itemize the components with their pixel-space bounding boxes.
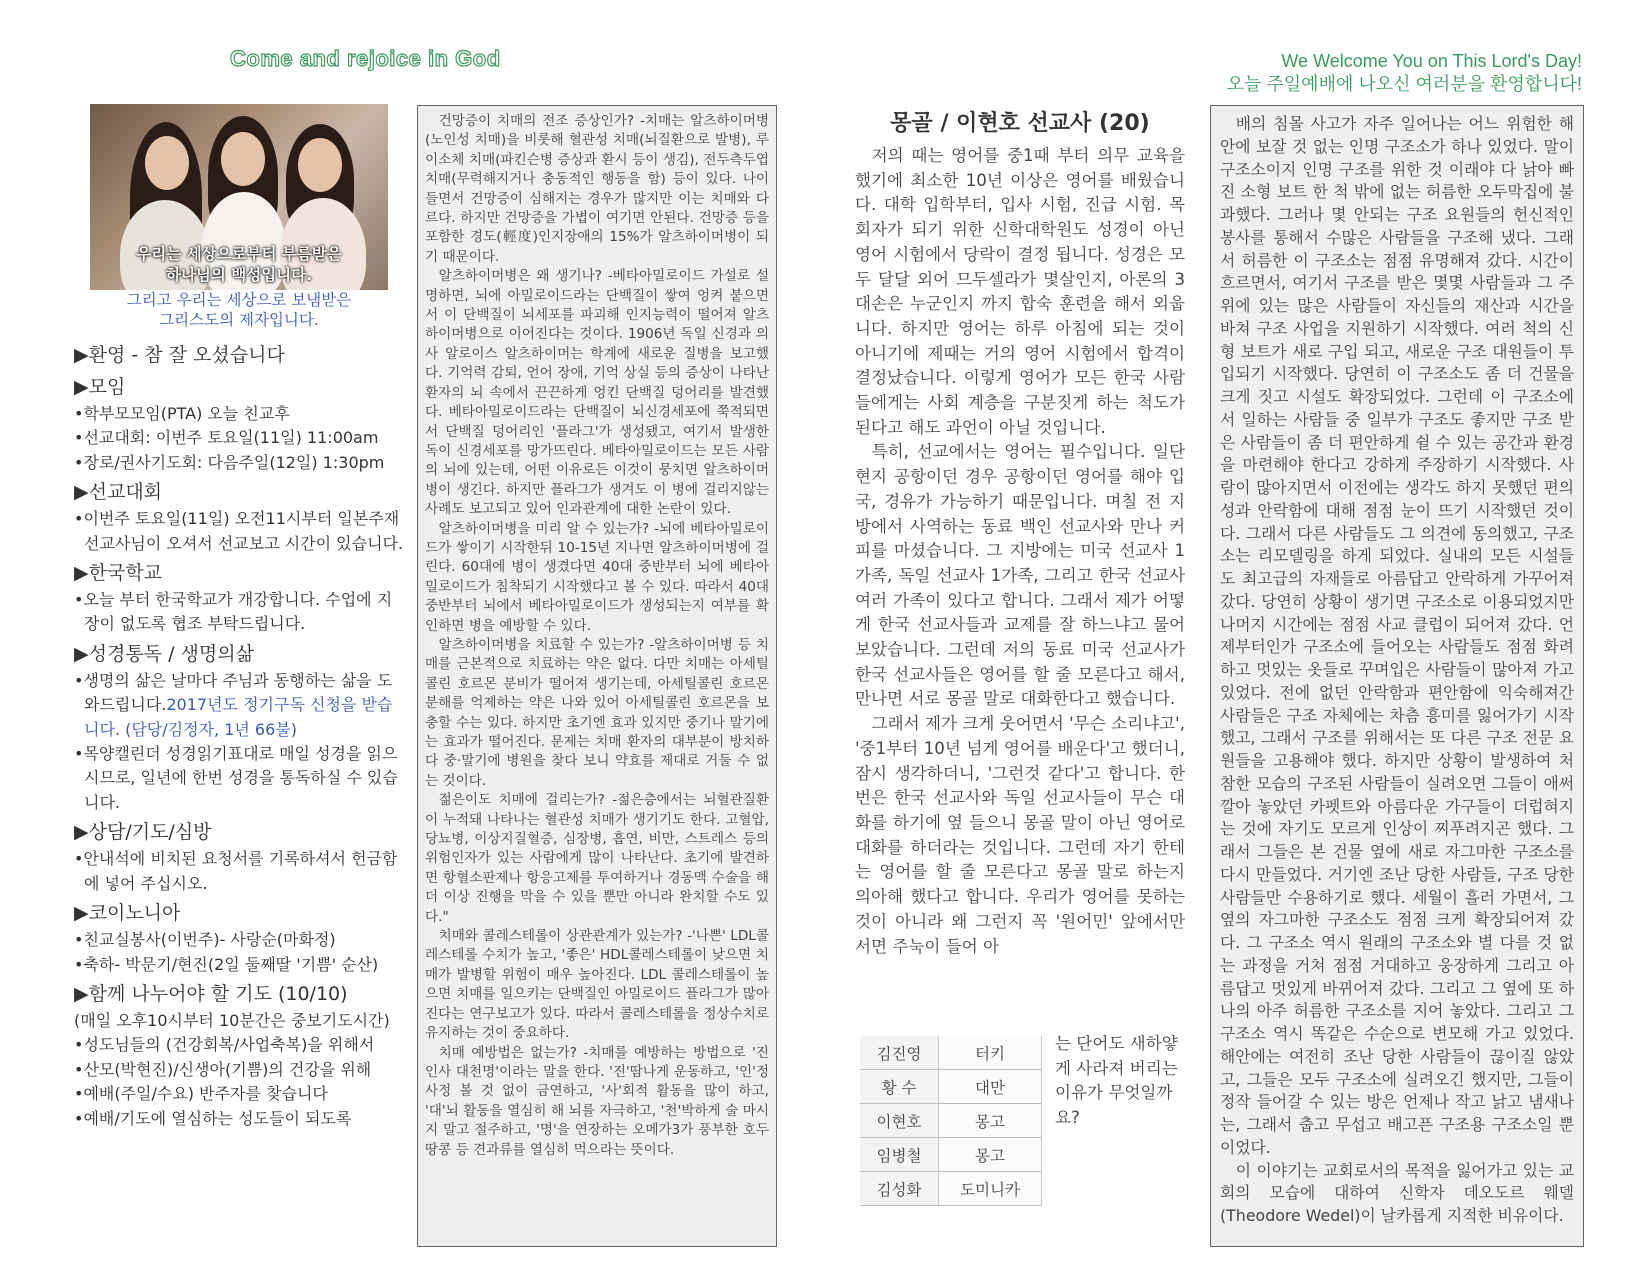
section-heading: ▶코이노니아 — [74, 902, 181, 925]
article-paragraph: 배의 침몰 사고가 자주 일어나는 어느 위험한 해안에 보잘 것 없는 인명 구조소가 하나 있었다. 말이 구조소이지 인명 구조를 위한 것 이래야 다 낡아 빠진 소형 보트 한 척 밖에 없는 허름한 오두막집에 불과했다. 그러나 몇 안되는 구조 요원들의 헌신적인 봉사를 통해서 수많은 사람들을 구조해 냈다. 그래서 허름한 이 구조소는 점점 유명해져 갔다. 시간이 흐르면서, 여기서 구조를 받은 몇몇 사람들과 그 주위에 있는 많은 사람들이 자신들의 재산과 시간을 바쳐 구조 사업을 지원하기 시작했다. 여러 척의 신형 보트가 새로 구입 되고, 새로운 구조 대원들이 투입되기 시작했다. 당연히 이 구조소도 좀 더 건물을 크게 짓고 시설도 확장되었다. 그런데 이 구조소에서 일하는 사람들 중 일부가 구조도 좋지만 구조 받은 사람들이 좀 더 편안하게 쉴 수 있는 공간과 환경을 마련해야 한다고 강하게 주장하기 시작했다. 사람이 많아지면서 이전에는 생각도 하지 못했던 편의성과 안락함에 대해 점점 눈이 뜨기 시작했던 것이다. 그래서 다른 사람들도 그 의견에 동의했고, 구조소는 리모델링을 하게 되었다. 실내의 모든 시설들도 최고급의 자재들로 아름답고 안락하게 가꾸어져 갔다. 당연히 상황이 생기면 구조소로 이용되었지만 나머지 시간에는 점점 사교 클럽이 되어져 갔다. 언제부터인가 구조소에 들어오는 사람들도 점점 화려하고 멋있는 옷들로 꾸며입은 사람들이 많아져 가고 있었다. 전에 없던 안락함과 편안함에 익숙해져간 사람들은 구조 자체에는 차츰 흥미를 잃어가기 시작했고, 그래서 구조를 위해서는 또 다른 구조 전문 요원들을 고용해야 했다. 하지만 상황이 발생하여 처참한 모습의 구조된 사람들이 실려오면 그들이 애써 깔아 놓았던 카펫트와 아름다운 가구들이 더럽혀지는 것에 자기도 모르게 인상이 찌푸려지곤 했다. 그래서 그들은 본 건물 옆에 새로 자그마한 구조소를 다시 만들었다. 거기엔 조난 당한 사람들, 구조 당한 사람들만 수용하기로 했다. 세월이 흘러 가면서, 그 옆의 자그마한 구조소도 점점 크게 확장되어져 갔다. 그 구조소 역시 원래의 구조소와 별 다를 것 없는 과정을 거쳐 점점 거대하고 웅장하게 그리고 아름답고 멋있게 바뀌어져 갔다. 그리고 그 옆에 또 하나의 아주 허름한 구조소를 지어 놓았다. 그리고 그 구조소 역시 똑같은 수순으로 변모해 가고 있었다. 해안에는 여전히 조난 당한 사람들이 끊이질 않았고, 그들은 모두 구조소에 실려오긴 했지만, 그들이 정작 들어갈 수 있는 방은 언제나 작고 낡고 냄새나는, 그래서 춥고 무섭고 배고픈 구조용 구조소일 뿐이었다. — [1220, 114, 1574, 1157]
header-slogan: Come and rejoice in God — [230, 46, 501, 71]
list-item: •예배(주일/수요) 반주자를 찾습니다 — [74, 1084, 328, 1104]
lifeboat-story — [1210, 105, 1584, 1247]
missionary-name: 김진영 — [860, 1036, 939, 1070]
prayer-subtitle: (매일 오후10시부터 10분간은 중보기도시간) — [74, 1010, 390, 1030]
article-paragraph: 알츠하이머병을 미리 알 수 있는가? -뇌에 베타아밀로이드가 쌓이기 시작한뒤 10-15년 지나면 알츠하이머병에 걸린다. 60대에 병이 생겼다면 40대 중반부터 뇌에 베타아밀로이드가 침착되기 시작했다고 볼 수 있다. 따라서 40대 중반부터 뇌에서 베타아밀로이드가 생성되는지 여부를 확인하면 병을 예방할 수 있다. — [425, 520, 769, 634]
welcome-korean: 오늘 주일예배에 나오신 여러분을 환영합니다! — [1226, 74, 1582, 94]
mission-country: 도미니카 — [939, 1172, 1042, 1206]
table-row — [860, 1104, 1042, 1138]
list-item: •이번주 토요일(11일) 오전11시부터 일본주재 선교사님이 오셔서 선교보고 시간이 있습니다. — [74, 509, 404, 553]
article-paragraph: 알츠하이머병을 치료할 수 있는가? -알츠하이머병 등 치매를 근본적으로 치료하는 약은 없다. 다만 치매는 아세틸콜린 호르몬 분비가 떨어져 생기는데, 아세틸콜린 호르몬 분해를 억제하는 약은 나와 있어 아세틸콜린 호르몬을 보충할 수는 있다. 하지만 초기엔 효과 있지만 중기나 말기에는 효과가 떨어진다. 문제는 치매 환자의 대부분이 방치하다 중·말기에 병원을 찾다 보니 약효를 제대로 거둘 수 없는 것이다. — [425, 636, 769, 789]
section-heading: ▶환영 - 참 잘 오셨습니다 — [74, 344, 285, 366]
congregation-photo — [90, 104, 388, 290]
section-heading: ▶성경통독 / 생명의삶 — [74, 642, 254, 665]
missionary-letter-body — [855, 144, 1185, 959]
missionary-letter-title: 몽골 / 이현호 선교사 (20) — [890, 111, 1150, 136]
article-paragraph: 저의 때는 영어를 중1때 부터 의무 교육을 했기에 최소한 10년 이상은 영어를 배웠습니다. 대학 입학부터, 입사 시험, 진급 시험. 목회자가 되기 위한 신학대학원도 성경이 아닌 영어 시험에서 당락이 결정 됩니다. 성경은 모두 달달 외어 므두셀라가 몇살인지, 아론의 3대손은 누군인지 까지 합숙 훈련을 해서 외웁니다. 하지만 영어는 하루 아침에 되는 것이 아니기에 제때는 거의 영어 시험에서 합격이 결정났습니다. 이렇게 영어가 모든 한국 사람들에게는 사회 계층을 구분짓게 하는 척도가 된다고 해도 과언이 아닐 것입니다. — [855, 146, 1185, 437]
person-face — [145, 136, 189, 190]
list-item: •선교대회: 이번주 토요일(11일) 11:00am — [74, 428, 379, 448]
person-face — [221, 132, 265, 186]
section-heading: ▶상담/기도/심방 — [74, 821, 212, 844]
article-paragraph: 건망증이 치매의 전조 증상인가? -치매는 알츠하이머병(노인성 치매)을 비롯해 혈관성 치매(뇌질환으로 발병), 루이소체 치매(파킨슨병 증상과 환시 등이 생김), 전두측두엽 치매(무력해지거나 충동적인 행동을 함) 등이 있다. 나이 들면서 건망증이 심해지는 경우가 많지만 이는 치매와 다르다. 하지만 건망증을 가볍이 여기면 안된다. 건망증 등을 포함한 경도(輕度)인지장애의 15%가 알츠하이머병이 되기 때문이다. — [425, 113, 769, 265]
section-heading: ▶함께 나누어야 할 기도 (10/10) — [74, 982, 348, 1005]
article-paragraph: 그래서 제가 크게 웃어면서 '무슨 소리냐고', '중1부터 10년 넘게 영어를 배운다'고 했더니, 잠시 생각하더니, '그런것 같다'고 합니다. 한번은 한국 선교사와 독일 선교사들이 무슨 대화를 하기에 옆 들으니 몽골 말이 아닌 영어로 대화를 하더라는 것입니다. 그런데 자기 한테는 영어를 할 줄 모른다고 몽골 말로 하는지 의아해 했다고 합니다. 우리가 영어를 못하는 것이 아니라 왜 그런지 꼭 '원어민' 앞에서만 서면 주눅이 들어 아 — [855, 714, 1185, 956]
mission-country: 몽고 — [939, 1104, 1042, 1138]
photo-subcaption-line: 그리고 우리는 세상으로 보냄받은 — [126, 291, 352, 309]
mission-country: 터키 — [939, 1036, 1042, 1070]
table-row — [860, 1138, 1042, 1172]
list-item: •친교실봉사(이번주)- 사랑순(마화정) — [74, 930, 336, 950]
list-item: •축하- 박문기/현진(2일 둘째딸 '기쁨' 순산) — [74, 954, 379, 974]
list-item: •성도님들의 (건강회복/사업축복)을 위해서 — [74, 1035, 375, 1055]
missionary-name: 이현호 — [860, 1104, 939, 1138]
photo-caption — [90, 244, 388, 286]
missionary-name: 임병철 — [860, 1138, 939, 1172]
article-paragraph: 젊은이도 치매에 걸리는가? -젊은층에서는 뇌혈관질환이 누적돼 나타나는 혈관성 치매가 생기기도 한다. 고혈압, 당뇨병, 이상지질혈증, 심장병, 흡연, 비만, 스트레스 등의 위험인자가 있는 사람에게 많이 나타난다. 초기에 발견하면 항혈소판제나 항응고제를 투여하거나 경동맥 수술을 해 더 이상 진행을 막을 수 있을 뿐만 아니라 완치할 수도 있다." — [425, 792, 769, 925]
article-paragraph: 이 이야기는 교회로서의 목적을 잃어가고 있는 교회의 모습에 대하여 신학자 데오도르 웨델(Theodore Wedel)이 날카롭게 지적한 비유이다. — [1220, 1160, 1574, 1225]
person-face — [298, 138, 342, 192]
section-heading: ▶모임 — [74, 376, 126, 398]
list-item: •목양캘린더 성경읽기표대로 매일 성경을 읽으시므로, 일년에 한번 성경을 통독하실 수 있습니다. — [74, 744, 398, 812]
photo-caption-line: 하나님의 백성입니다. — [165, 266, 313, 284]
missionary-table — [860, 1036, 1042, 1206]
article-paragraph: 알츠하이머병은 왜 생기나? -베타아밀로이드 가설로 설명하면, 뇌에 아밀로이드라는 단백질이 쌓여 엉켜 붙으면서 이 단백질이 뇌세포를 파괴해 인지능력이 떨어져 알츠하이머병으로 이어진다는 것이다. 1906년 독일 신경과 의사 알로이스 알츠하이머는 학계에 새로운 질병을 보고했다. 기억력 감퇴, 언어 장애, 기억 상실 등의 증상이 나타난 환자의 뇌 속에서 끈끈하게 엉킨 단백질 덩어리를 발견했다. 베타아밀로이드라는 단백질이 뇌신경세포에 쭉적되면서 단백질 덩어리인 '플라그'가 생성됐고, 여기서 발생한 독이 신경세포를 망가뜨린다. 베타아밀로이드는 모든 사람의 뇌에 있는데, 어떤 이유로든 이것이 뭉치면 알츠하이머병이 생긴다. 하지만 플라그가 생겨도 이 병에 걸리지않는 사례도 보고되고 있어 인과관계에 대한 논란이 있다. — [425, 268, 769, 518]
welcome-banner — [1227, 50, 1582, 96]
announcements-column — [74, 338, 406, 1131]
missionary-name: 황 수 — [860, 1070, 939, 1104]
list-item — [74, 669, 406, 742]
mission-country: 몽고 — [939, 1138, 1042, 1172]
missionary-name: 김성화 — [860, 1172, 939, 1206]
article-paragraph: 특히, 선교에서는 영어는 필수입니다. 일단 현지 공항이던 경우 공항이던 영어를 해야 입국, 경유가 가능하기 때문입니다. 며칠 전 지방에서 사역하는 동료 백인 선교사와 만나 커피를 마셨습니다. 그 지방에는 미국 선교사 1가족, 독일 선교사 1가족, 그리고 한국 선교사 여러 가족이 있다고 합니다. 그래서 제가 어떻게 한국 선교사들과 교제를 잘 하느냐고 물어 보았습니다. 그런데 저의 동료 미국 선교사가 한국 선교사들은 영어를 할 줄 모른다고 해서, 만나면 서로 몽골 말로 대화한다고 했습니다. — [855, 442, 1185, 709]
list-item: •학부모모임(PTA) 오늘 친교후 — [74, 404, 290, 423]
table-row — [860, 1036, 1042, 1070]
photo-subcaption — [90, 290, 388, 330]
section-heading: ▶선교대회 — [74, 481, 163, 504]
photo-caption-line: 우리는 세상으로부터 부름받은 — [136, 245, 342, 263]
article-paragraph: 치매와 콜레스테롤이 상관관계가 있는가? -'나쁜' LDL콜레스테롤 수치가 높고, '좋은' HDL콜레스테롤이 낮으면 치매가 발병할 위험이 매우 높아진다. LDL 콜레스테롤이 높으면 치매를 일으키는 단백질인 아밀로이드 플라그가 많아진다는 연구보고가 있다. 따라서 콜레스테롤을 정상수치로 유지하는 것이 중요하다. — [425, 928, 769, 1042]
table-row — [860, 1070, 1042, 1104]
table-row — [860, 1172, 1042, 1206]
photo-subcaption-line: 그리스도의 제자입니다. — [159, 311, 319, 329]
dementia-article — [417, 105, 777, 1247]
subscription-notice: 2017년도 정기구독 신청을 받습니다. (담당/김정자, 1년 66불) — [84, 695, 393, 739]
list-item: •예배/기도에 열심하는 성도들이 되도록 — [74, 1108, 352, 1128]
list-item: •안내석에 비치된 요청서를 기록하셔서 헌금함에 넣어 주십시오. — [74, 849, 398, 893]
welcome-english: We Welcome You on This Lord's Day! — [1281, 51, 1582, 71]
list-item-text: •생명의 삶은 날마다 주님과 동행하는 삶을 도와드립니다. — [74, 670, 393, 715]
mission-country: 대만 — [939, 1070, 1042, 1104]
missionary-letter-tail: 는 단어도 새하얗게 사라져 버리는 이유가 무엇일까요? — [1055, 1034, 1178, 1128]
section-heading: ▶한국학교 — [74, 562, 163, 585]
article-paragraph: 치매 예방법은 없는가? -치매를 예방하는 방법으로 '진인사 대천명'이라는 말을 한다. '진'땀나게 운동하고, '인'정사정 볼 것 없이 금연하고, '사'회적 활동을 많이 하고, '대'뇌 활동을 열심히 해 뇌를 자극하고, '천'박하게 술 마시지 말고 절주하고, '명'을 연장하는 오메가3가 풍부한 호두 땅콩 등 견과류를 열심히 먹으라는 뜻이다. — [425, 1044, 769, 1158]
list-item: •산모(박현진)/신생아(기쁨)의 건강을 위해 — [74, 1059, 372, 1079]
list-item: •오늘 부터 한국학교가 개강합니다. 수업에 지장이 없도록 협조 부탁드립니다. — [74, 590, 393, 634]
list-item: •장로/권사기도회: 다음주일(12일) 1:30pm — [74, 452, 385, 472]
